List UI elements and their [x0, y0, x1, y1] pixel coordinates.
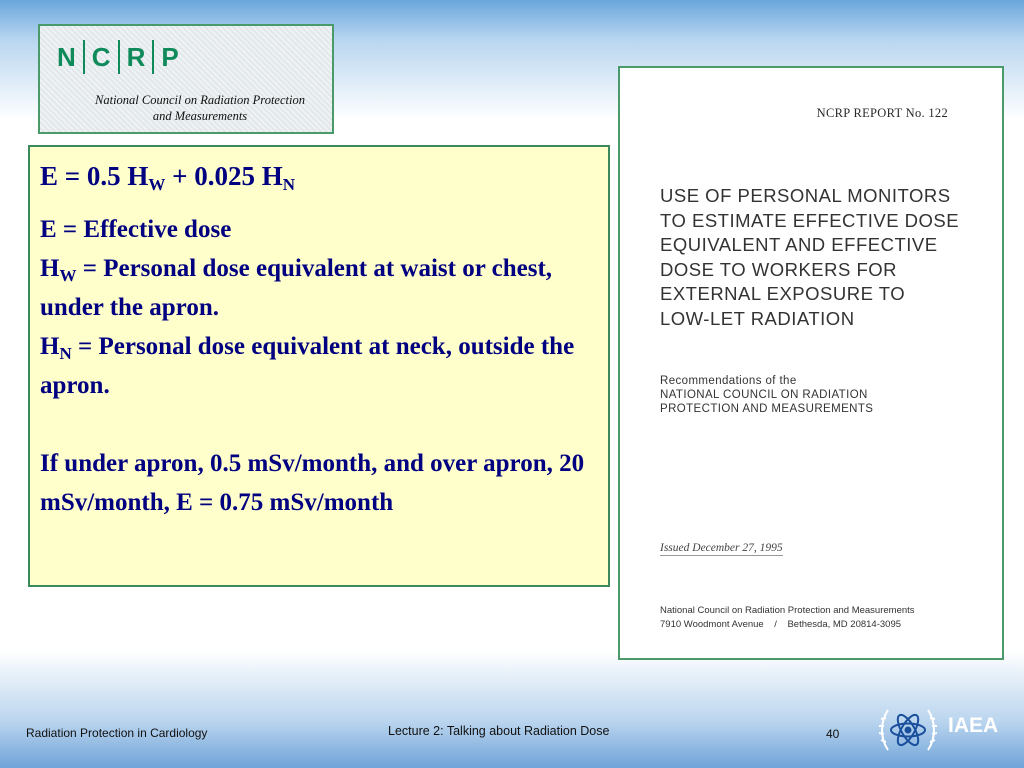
- equation-sub-w: W: [148, 175, 166, 194]
- ncrp-logo: [38, 24, 334, 134]
- report-title-line: USE OF PERSONAL MONITORS: [660, 185, 951, 206]
- report-title-line: EQUIVALENT AND EFFECTIVE: [660, 234, 938, 255]
- effective-dose-equation: [40, 157, 596, 196]
- report-title-line: LOW-LET RADIATION: [660, 307, 855, 329]
- spacer: [40, 405, 596, 444]
- ncrp-letter-p: P: [161, 42, 179, 72]
- equation-sub-n: N: [282, 175, 296, 194]
- report-addr-line2: 7910 Woodmont Avenue / Bethesda, MD 20814-3095: [660, 619, 902, 630]
- hw-text: = Personal dose equivalent at waist or chest, under the apron.: [40, 255, 553, 321]
- equation-lhs: E = 0.5 H: [40, 161, 149, 191]
- report-title-line: TO ESTIMATE EFFECTIVE DOSE: [660, 209, 960, 231]
- hw-symbol: H: [40, 255, 60, 282]
- ncrp-letter-r: R: [126, 42, 146, 72]
- equation-mid: + 0.025 H: [165, 161, 283, 191]
- report-recommendations: [660, 374, 873, 416]
- footer-lecture-title: Lecture 2: Talking about Radiation Dose: [388, 724, 610, 738]
- report-rec-line: Recommendations of the: [660, 375, 797, 387]
- hw-subscript: W: [59, 266, 77, 285]
- ncrp-letter-c: C: [91, 42, 111, 72]
- definition-hn: [40, 327, 596, 405]
- report-addr-line1: National Council on Radiation Protection and Measurements: [660, 605, 915, 616]
- report-title-line: DOSE TO WORKERS FOR: [660, 258, 898, 280]
- ncrp-full-name: [80, 92, 320, 124]
- formula-box: [28, 145, 610, 587]
- report-title: [660, 184, 959, 331]
- slide-number: 40: [826, 727, 840, 741]
- report-issued-date: Issued December 27, 1995: [660, 542, 783, 554]
- example-calculation: If under apron, 0.5 mSv/month, and over apron, 20 mSv/month, E = 0.75 mSv/month: [40, 450, 585, 516]
- report-title-line: EXTERNAL EXPOSURE TO: [660, 283, 906, 304]
- hn-text: = Personal dose equivalent at neck, outside the apron.: [40, 333, 575, 399]
- report-cover: [618, 66, 1004, 660]
- hn-subscript: N: [59, 344, 72, 363]
- ncrp-letter-n: N: [57, 42, 76, 72]
- hn-symbol: H: [40, 333, 60, 360]
- report-rec-line: NATIONAL COUNCIL ON RADIATION: [660, 389, 868, 401]
- footer-course-title: Radiation Protection in Cardiology: [26, 726, 208, 740]
- iaea-wordmark: IAEA: [948, 714, 999, 737]
- report-publisher-address: [660, 604, 915, 632]
- ncrp-letters: [50, 40, 186, 74]
- definition-hw: [40, 249, 596, 327]
- ncrp-name-line2: and Measurements: [152, 109, 248, 123]
- report-number: NCRP REPORT No. 122: [816, 106, 948, 120]
- iaea-emblem-icon: [878, 702, 938, 760]
- report-rec-line: PROTECTION AND MEASUREMENTS: [660, 403, 874, 415]
- definition-e: E = Effective dose: [40, 216, 232, 243]
- ncrp-name-line1: National Council on Radiation Protection: [95, 93, 305, 107]
